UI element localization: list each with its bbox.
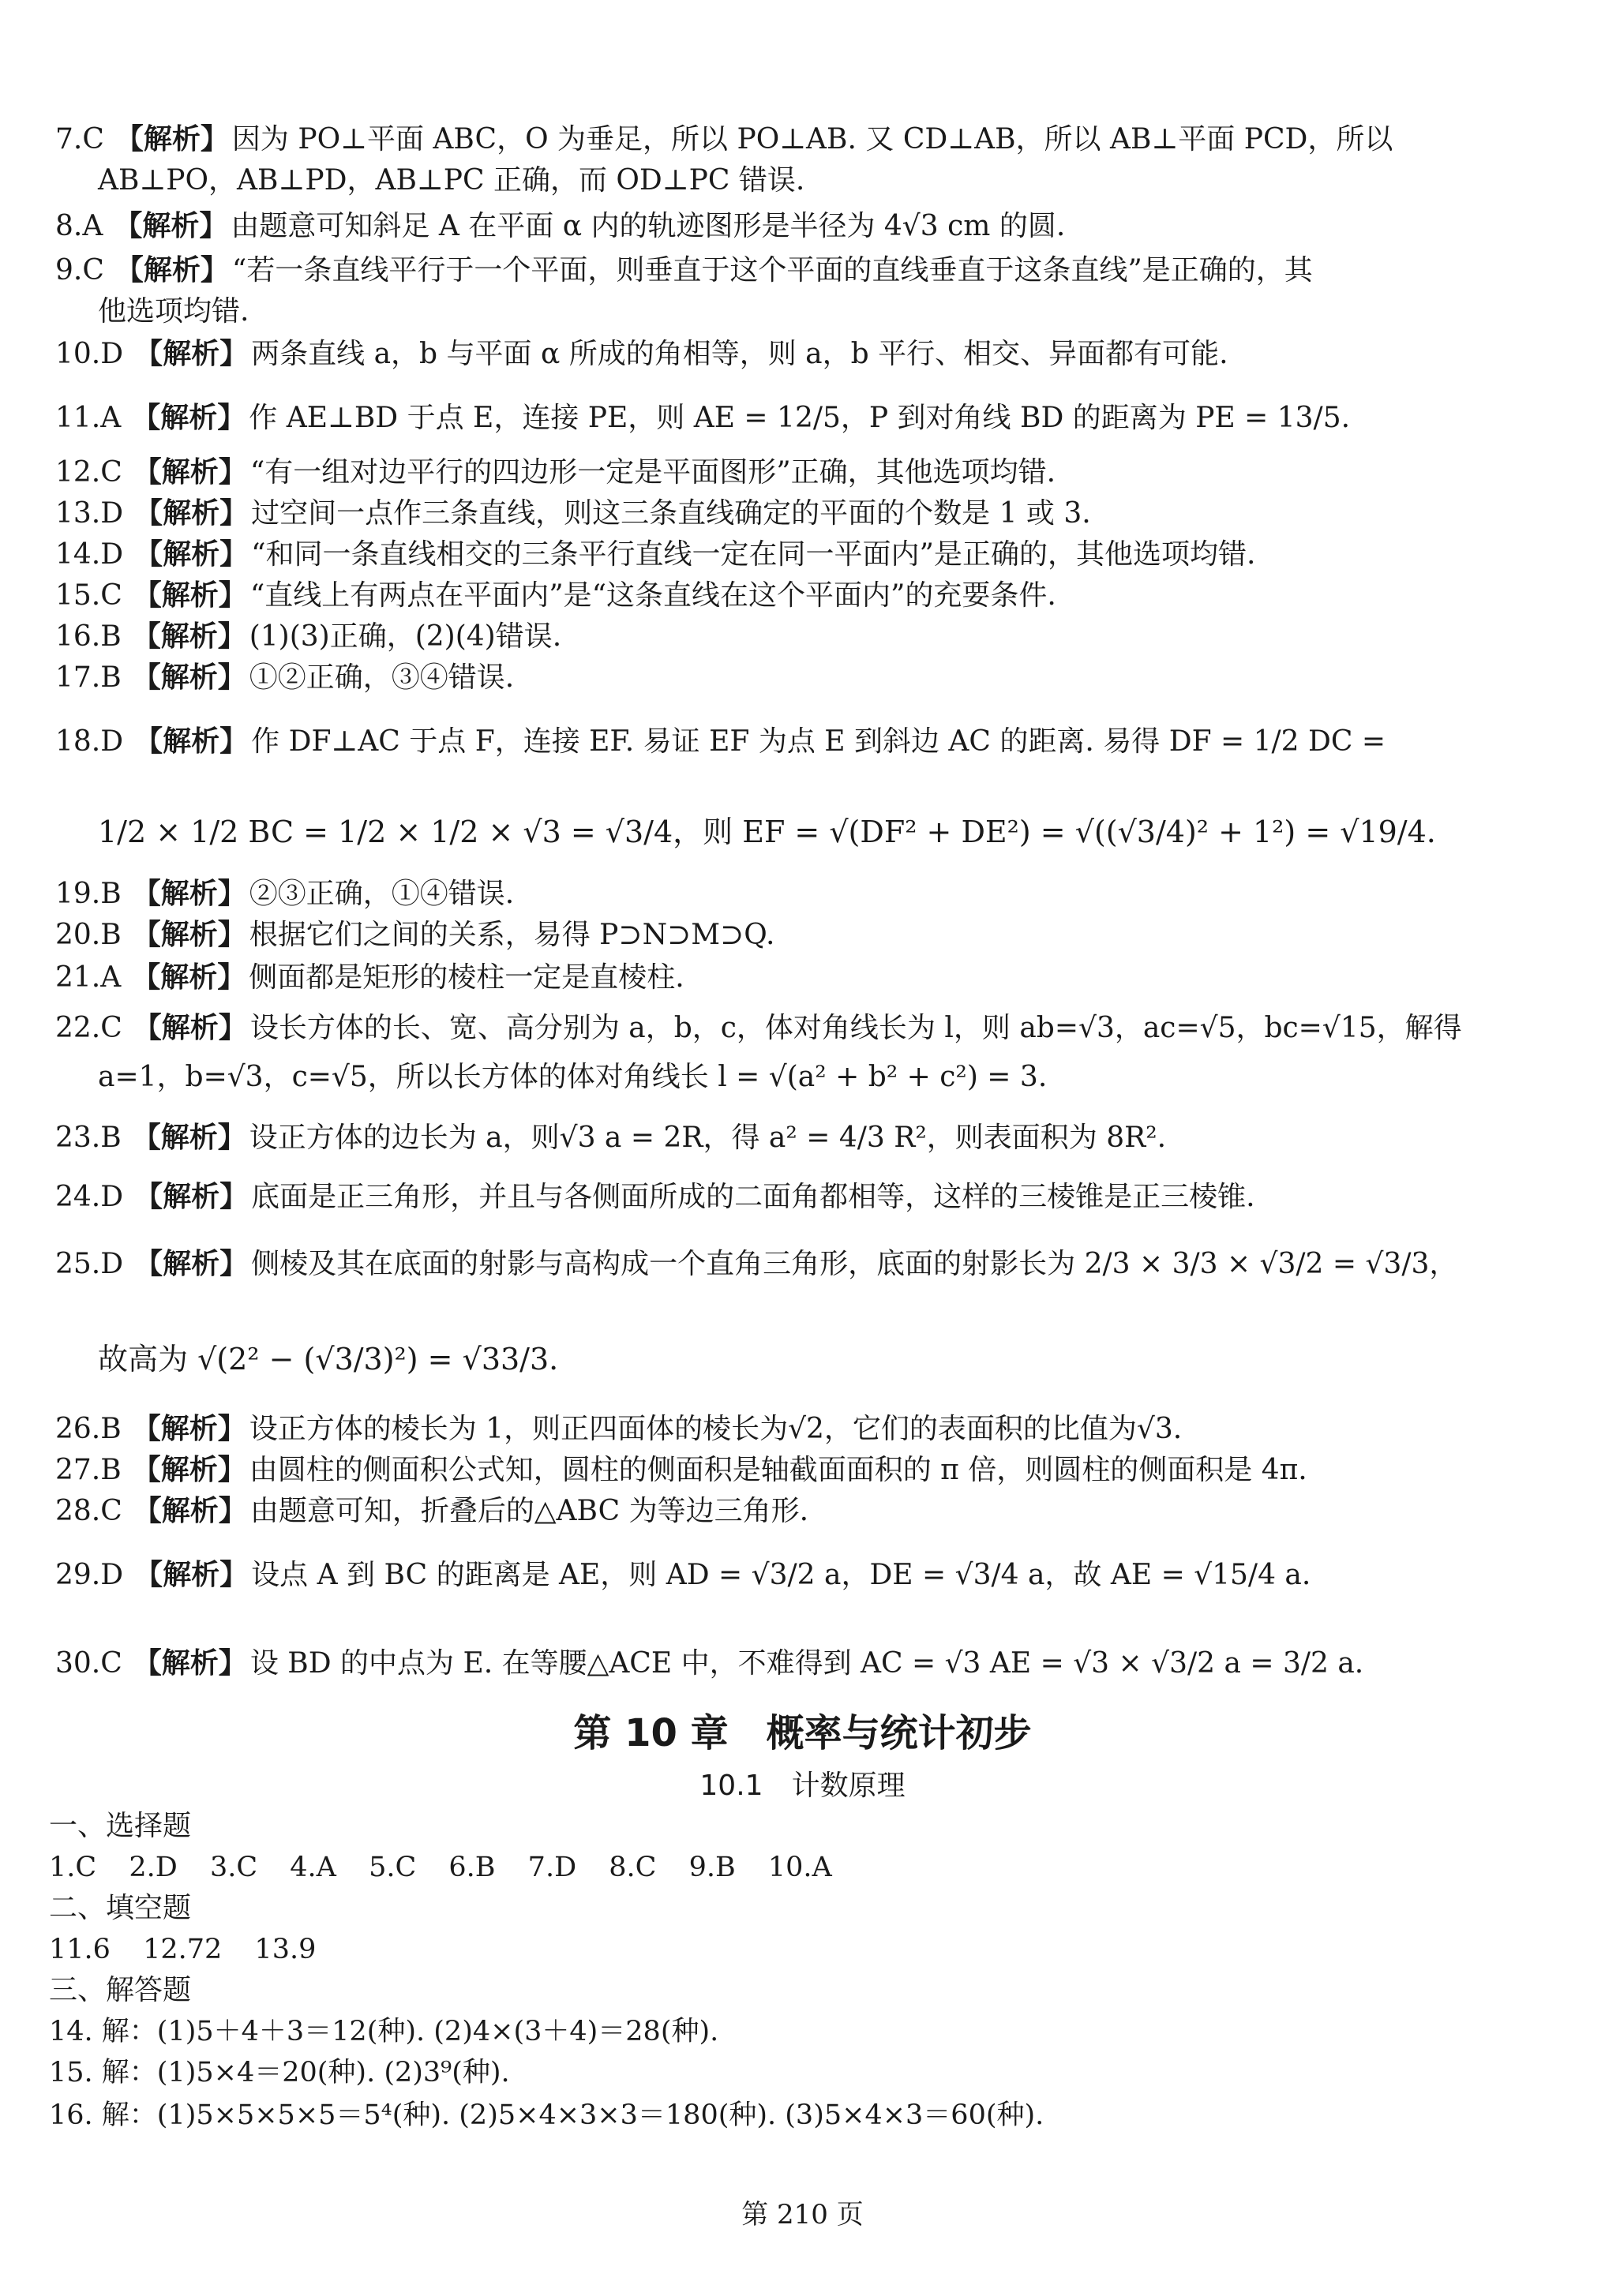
solution-text: ①②正确，③④错误. bbox=[249, 661, 515, 694]
solution-text: 设 BD 的中点为 E. 在等腰△ACE 中，不难得到 AC = √3 AE = √3 × √3/2 a = 3/2 a. bbox=[249, 1647, 1364, 1680]
solution-11: 11.A 【解析】 作 AE⊥BD 于点 E，连接 PE，则 AE = 12/5，P 到对角线 BD 的距离为 PE = 13/5. bbox=[55, 402, 1351, 434]
solution-text: ②③正确，①④错误. bbox=[249, 878, 515, 910]
answer-item: 8.C bbox=[609, 1852, 657, 1883]
answer-item: 5.C bbox=[369, 1852, 417, 1883]
part1-heading: 一、选择题 bbox=[49, 1810, 192, 1842]
solution-text: 设正方体的边长为 a，则√3 a = 2R，得 a² = 4/3 R²，则表面积为 8R². bbox=[249, 1122, 1167, 1154]
solution-text: 由题意可知，折叠后的△ABC 为等边三角形. bbox=[249, 1495, 809, 1527]
solution-14: 14.D 【解析】 “和同一条直线相交的三条平行直线一定在同一平面内”是正确的，其他选项均错. bbox=[55, 538, 1256, 571]
answer-item: 11.6 bbox=[49, 1934, 111, 1965]
solution-text: “直线上有两点在平面内”是“这条直线在这个平面内”的充要条件. bbox=[249, 579, 1056, 612]
answer-item: 10.A bbox=[767, 1852, 832, 1883]
solution-18-cont: 1/2 × 1/2 BC = 1/2 × 1/2 × √3 = √3/4，则 EF = √(DF² + DE²) = √((√3/4)² + 1²) = √19/4. bbox=[98, 815, 1436, 849]
solution-text: “若一条直线平行于一个平面，则垂直于这个平面的直线垂直于这条直线”是正确的，其 bbox=[231, 254, 1313, 287]
answer-item: 7.D bbox=[527, 1852, 577, 1883]
solution-text: 作 AE⊥BD 于点 E，连接 PE，则 AE = 12/5，P 到对角线 BD 的距离为 PE = 13/5. bbox=[249, 402, 1351, 434]
part3-heading: 三、解答题 bbox=[49, 1974, 192, 2006]
solution-text: “和同一条直线相交的三条平行直线一定在同一平面内”是正确的，其他选项均错. bbox=[251, 538, 1256, 571]
answer-item: 3.C bbox=[209, 1852, 258, 1883]
solution-text: 设正方体的棱长为 1，则正四面体的棱长为√2，它们的表面积的比值为√3. bbox=[249, 1413, 1183, 1445]
solution-29: 29.D 【解析】 设点 A 到 BC 的距离是 AE，则 AD = √3/2 a，DE = √3/4 a，故 AE = √15/4 a. bbox=[55, 1559, 1311, 1591]
answer-item: 4.A bbox=[290, 1852, 336, 1883]
page-number: 第 210 页 bbox=[741, 2199, 864, 2230]
solution-text: 根据它们之间的关系，易得 P⊃N⊃M⊃Q. bbox=[249, 919, 775, 951]
solution-text: 设点 A 到 BC 的距离是 AE，则 AD = √3/2 a，DE = √3/4 a，故 AE = √15/4 a. bbox=[251, 1559, 1311, 1591]
solution-text: “有一组对边平行的四边形一定是平面图形”正确，其他选项均错. bbox=[249, 456, 1056, 489]
solution-17: 17.B 【解析】 ①②正确，③④错误. bbox=[55, 661, 515, 694]
solution-28: 28.C 【解析】 由题意可知，折叠后的△ABC 为等边三角形. bbox=[55, 1495, 809, 1527]
solution-text: (1)(3)正确，(2)(4)错误. bbox=[249, 620, 562, 653]
solution-9: 9.C 【解析】 “若一条直线平行于一个平面，则垂直于这个平面的直线垂直于这条直线”是正确的，其 bbox=[55, 254, 1313, 287]
solution-19: 19.B 【解析】 ②③正确，①④错误. bbox=[55, 878, 515, 910]
solution-30: 30.C 【解析】 设 BD 的中点为 E. 在等腰△ACE 中，不难得到 AC = √3 AE = √3 × √3/2 a = 3/2 a. bbox=[55, 1647, 1364, 1680]
solution-12: 12.C 【解析】 “有一组对边平行的四边形一定是平面图形”正确，其他选项均错. bbox=[55, 456, 1056, 489]
solution-text: 侧面都是矩形的棱柱一定是直棱柱. bbox=[249, 961, 684, 994]
solution-text: 侧棱及其在底面的射影与高构成一个直角三角形，底面的射影长为 2/3 × 3/3 × √3/2 = √3/3， bbox=[251, 1248, 1458, 1280]
solution-10: 10.D 【解析】 两条直线 a，b 与平面 α 所成的角相等，则 a，b 平行、相交、异面都有可能. bbox=[55, 338, 1228, 370]
solution-20: 20.B 【解析】 根据它们之间的关系，易得 P⊃N⊃M⊃Q. bbox=[55, 919, 775, 951]
answer-item: 13.9 bbox=[254, 1934, 317, 1965]
solution-26: 26.B 【解析】 设正方体的棱长为 1，则正四面体的棱长为√2，它们的表面积的比值为√3. bbox=[55, 1413, 1183, 1445]
solution-21: 21.A 【解析】 侧面都是矩形的棱柱一定是直棱柱. bbox=[55, 961, 684, 994]
solution-answer-16: 16. 解：(1)5×5×5×5＝5⁴(种). (2)5×4×3×3＝180(种). (3)5×4×3＝60(种). bbox=[49, 2099, 1044, 2131]
solution-text: 底面是正三角形，并且与各侧面所成的二面角都相等，这样的三棱锥是正三棱锥. bbox=[251, 1181, 1255, 1213]
solution-13: 13.D 【解析】 过空间一点作三条直线，则这三条直线确定的平面的个数是 1 或 3. bbox=[55, 497, 1091, 530]
solution-9-cont: 他选项均错. bbox=[98, 295, 249, 328]
solution-24: 24.D 【解析】 底面是正三角形，并且与各侧面所成的二面角都相等，这样的三棱锥是正三棱锥. bbox=[55, 1181, 1255, 1213]
solution-23: 23.B 【解析】 设正方体的边长为 a，则√3 a = 2R，得 a² = 4/3 R²，则表面积为 8R². bbox=[55, 1122, 1167, 1154]
solution-answer-15: 15. 解：(1)5×4＝20(种). (2)3⁹(种). bbox=[49, 2057, 510, 2088]
part2-heading: 二、填空题 bbox=[49, 1892, 192, 1924]
solution-7: 7.C 【解析】 因为 PO⊥平面 ABC，O 为垂足，所以 PO⊥AB. 又 CD⊥AB，所以 AB⊥平面 PCD，所以 bbox=[55, 123, 1393, 155]
fill-answers bbox=[49, 1931, 339, 1968]
solution-7-cont: AB⊥PO，AB⊥PD，AB⊥PC 正确，而 OD⊥PC 错误. bbox=[98, 164, 805, 197]
solution-22: 22.C 【解析】 设长方体的长、宽、高分别为 a，b，c，体对角线长为 l，则 ab=√3，ac=√5，bc=√15，解得 bbox=[55, 1012, 1462, 1044]
solution-16: 16.B 【解析】 (1)(3)正确，(2)(4)错误. bbox=[55, 620, 562, 653]
solution-text: 两条直线 a，b 与平面 α 所成的角相等，则 a，b 平行、相交、异面都有可能. bbox=[251, 338, 1228, 370]
solution-text: 设长方体的长、宽、高分别为 a，b，c，体对角线长为 l，则 ab=√3，ac=√5，bc=√15，解得 bbox=[249, 1012, 1462, 1044]
solution-18: 18.D 【解析】 作 DF⊥AC 于点 F，连接 EF. 易证 EF 为点 E 到斜边 AC 的距离. 易得 DF = 1/2 DC = bbox=[55, 725, 1386, 758]
solution-8: 8.A 【解析】 由题意可知斜足 A 在平面 α 内的轨迹图形是半径为 4√3 cm 的圆. bbox=[55, 210, 1066, 242]
solution-text: 因为 PO⊥平面 ABC，O 为垂足，所以 PO⊥AB. 又 CD⊥AB，所以 AB⊥平面 PCD，所以 bbox=[231, 123, 1393, 155]
solution-text: 作 DF⊥AC 于点 F，连接 EF. 易证 EF 为点 E 到斜边 AC 的距离. 易得 DF = 1/2 DC = bbox=[251, 725, 1386, 758]
solution-text: 由题意可知斜足 A 在平面 α 内的轨迹图形是半径为 4√3 cm 的圆. bbox=[231, 210, 1066, 242]
answer-item: 2.D bbox=[129, 1852, 178, 1883]
solution-27: 27.B 【解析】 由圆柱的侧面积公式知，圆柱的侧面积是轴截面面积的 π 倍，则圆柱的侧面积是 4π. bbox=[55, 1454, 1307, 1486]
solution-text: 由圆柱的侧面积公式知，圆柱的侧面积是轴截面面积的 π 倍，则圆柱的侧面积是 4π. bbox=[249, 1454, 1307, 1486]
solution-22-cont: a=1，b=√3，c=√5，所以长方体的体对角线长 l = √(a² + b² + c²) = 3. bbox=[98, 1061, 1048, 1093]
solution-15: 15.C 【解析】 “直线上有两点在平面内”是“这条直线在这个平面内”的充要条件. bbox=[55, 579, 1056, 612]
answer-item: 12.72 bbox=[143, 1934, 223, 1965]
solution-25: 25.D 【解析】 侧棱及其在底面的射影与高构成一个直角三角形，底面的射影长为 2/3 × 3/3 × √3/2 = √3/3， bbox=[55, 1248, 1458, 1280]
solution-answer-14: 14. 解：(1)5＋4＋3＝12(种). (2)4×(3＋4)＝28(种). bbox=[49, 2016, 719, 2047]
answer-item: 9.B bbox=[688, 1852, 736, 1883]
chapter-title: 第 10 章 概率与统计初步 bbox=[573, 1711, 1032, 1755]
solution-text: 过空间一点作三条直线，则这三条直线确定的平面的个数是 1 或 3. bbox=[251, 497, 1091, 530]
answer-item: 1.C bbox=[49, 1852, 97, 1883]
section-title: 10.1 计数原理 bbox=[699, 1770, 906, 1802]
choice-answers bbox=[49, 1848, 856, 1886]
answer-item: 6.B bbox=[448, 1852, 496, 1883]
solution-25-cont: 故高为 √(2² − (√3/3)²) = √33/3. bbox=[98, 1342, 559, 1376]
